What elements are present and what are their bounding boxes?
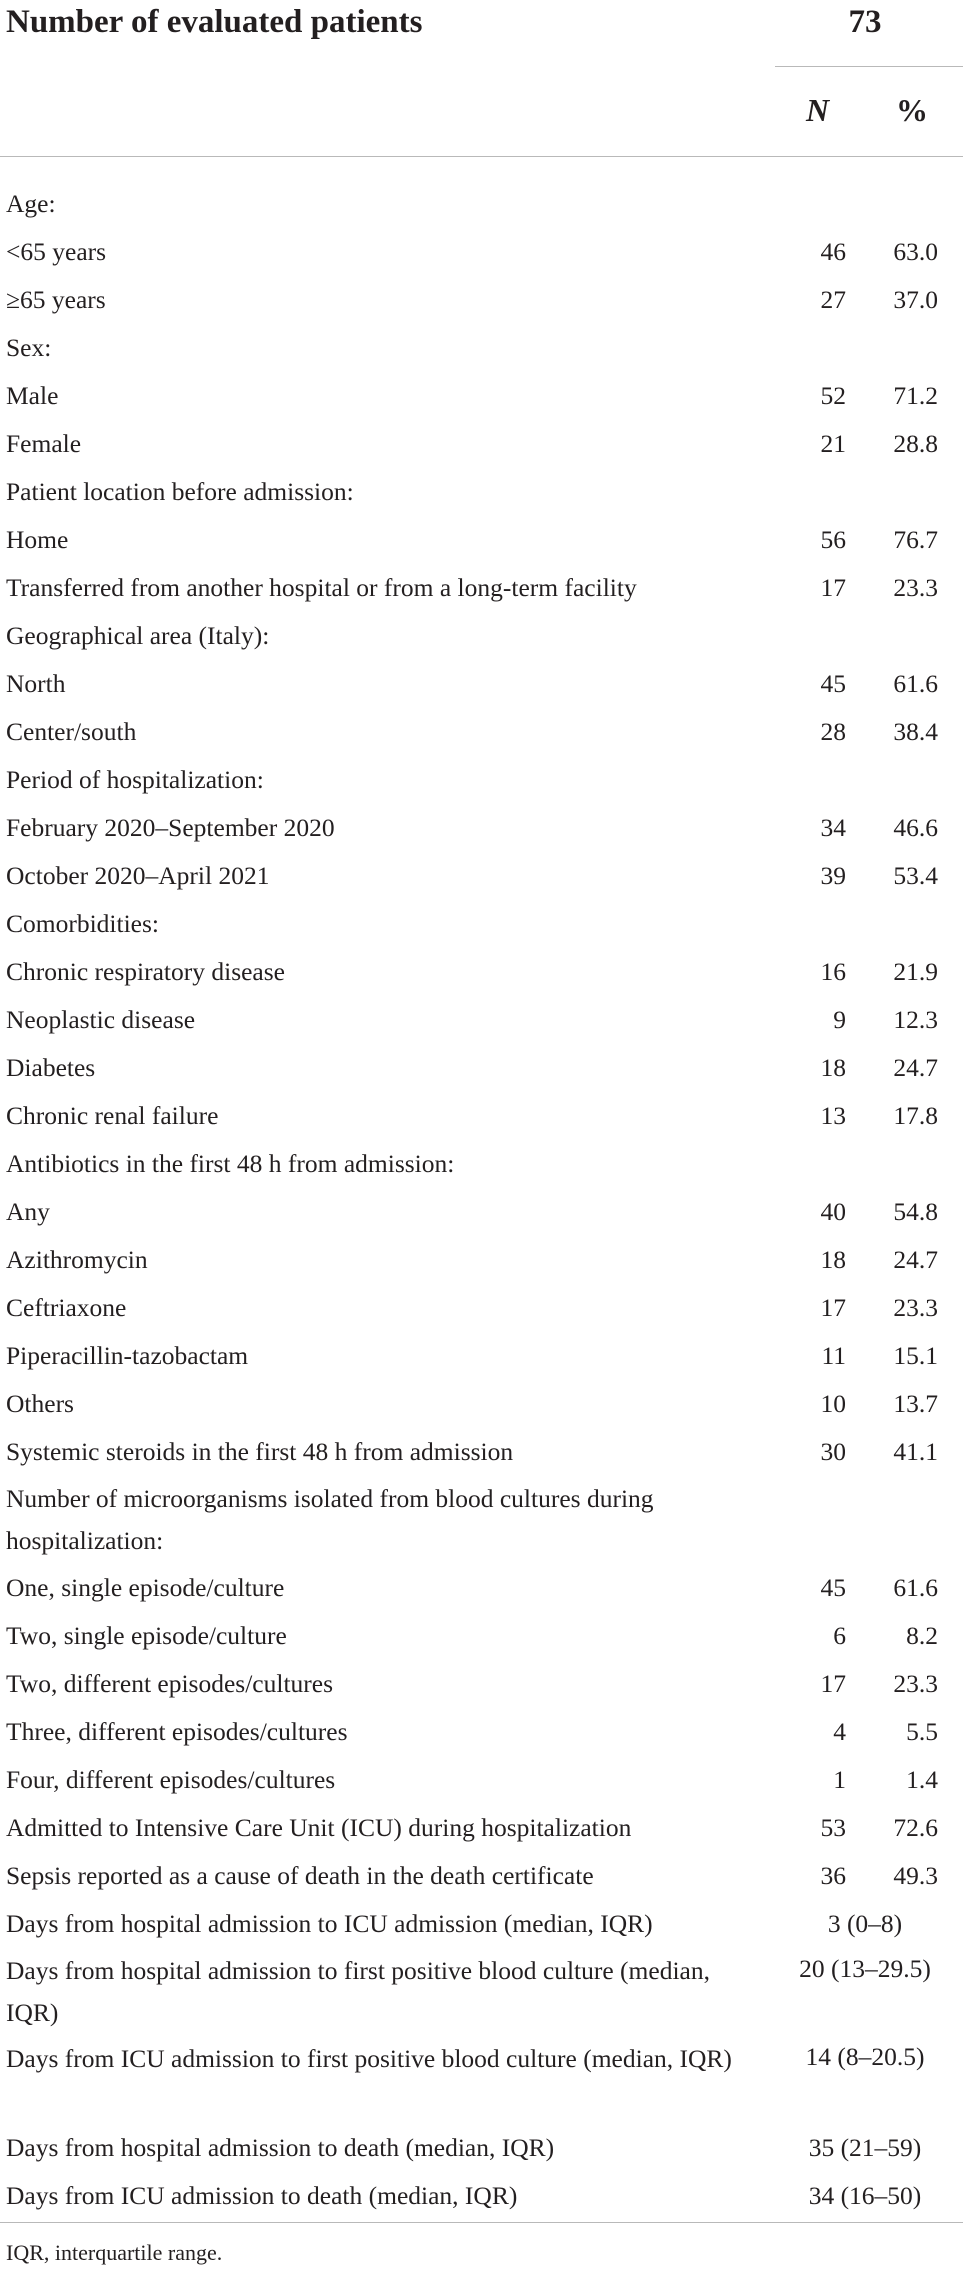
table-row xyxy=(0,1804,968,1852)
table-row xyxy=(0,1284,968,1332)
row-count: 18 xyxy=(820,1053,846,1082)
table-row xyxy=(0,420,968,468)
column-header-percent: % xyxy=(896,92,928,128)
row-percent: 76.7 xyxy=(893,525,938,554)
row-percent: 37.0 xyxy=(893,285,938,314)
table-row xyxy=(0,468,968,516)
row-percent: 23.3 xyxy=(893,1293,938,1322)
table-row xyxy=(0,1476,968,1564)
table-row xyxy=(0,1612,968,1660)
row-label: Days from ICU admission to death (median, IQR) xyxy=(6,2181,518,2210)
table-row xyxy=(0,1948,968,2036)
row-label: Male xyxy=(6,381,59,410)
row-count: 52 xyxy=(820,381,846,410)
row-count: 17 xyxy=(820,1669,846,1698)
row-count: 6 xyxy=(833,1621,846,1650)
row-label: Age: xyxy=(6,189,56,218)
table-row xyxy=(0,516,968,564)
table-row xyxy=(0,1708,968,1756)
table-row xyxy=(0,1564,968,1612)
row-count: 39 xyxy=(820,861,846,890)
row-label: Period of hospitalization: xyxy=(6,765,264,794)
row-percent: 5.5 xyxy=(906,1717,938,1746)
table-row xyxy=(0,900,968,948)
row-percent: 13.7 xyxy=(893,1389,938,1418)
row-percent: 63.0 xyxy=(893,237,938,266)
row-count: 45 xyxy=(820,1573,846,1602)
row-label: Home xyxy=(6,525,69,554)
row-percent: 28.8 xyxy=(893,429,938,458)
row-count: 17 xyxy=(820,573,846,602)
total-patients: 73 xyxy=(848,4,882,40)
row-label: Days from ICU admission to first positive blood culture (median, IQR) xyxy=(6,2044,732,2073)
row-count: 53 xyxy=(820,1813,846,1842)
row-percent: 24.7 xyxy=(893,1053,938,1082)
column-header-rule xyxy=(0,156,963,157)
row-percent: 49.3 xyxy=(893,1861,938,1890)
row-label: ≥65 years xyxy=(6,285,106,314)
row-percent: 61.6 xyxy=(893,1573,938,1602)
table-row xyxy=(0,1092,968,1140)
row-count: 13 xyxy=(820,1101,846,1130)
row-label: Number of microorganisms isolated from blood cultures during hospitalization: xyxy=(6,1484,654,1555)
row-label: One, single episode/culture xyxy=(6,1573,285,1602)
table-row xyxy=(0,996,968,1044)
table-row xyxy=(0,1140,968,1188)
row-label: Geographical area (Italy): xyxy=(6,621,270,650)
row-count: 45 xyxy=(820,669,846,698)
row-percent: 1.4 xyxy=(906,1765,938,1794)
row-percent: 8.2 xyxy=(906,1621,938,1650)
row-label: Ceftriaxone xyxy=(6,1293,127,1322)
row-count: 34 xyxy=(820,813,846,842)
table-row xyxy=(0,612,968,660)
row-label: Chronic respiratory disease xyxy=(6,957,285,986)
row-median-iqr: 20 (13–29.5) xyxy=(799,1954,931,1983)
table-row xyxy=(0,708,968,756)
table-row xyxy=(0,1660,968,1708)
row-count: 4 xyxy=(833,1717,846,1746)
row-label: Diabetes xyxy=(6,1053,96,1082)
row-label: Two, single episode/culture xyxy=(6,1621,287,1650)
row-count: 9 xyxy=(833,1005,846,1034)
table-row xyxy=(0,1756,968,1804)
row-label: North xyxy=(6,669,66,698)
table-row xyxy=(0,1900,968,1948)
row-percent: 23.3 xyxy=(893,1669,938,1698)
row-label: Any xyxy=(6,1197,50,1226)
table-footnote: IQR, interquartile range. xyxy=(6,2240,223,2265)
row-label: Others xyxy=(6,1389,74,1418)
table-row xyxy=(0,1188,968,1236)
row-label: Sex: xyxy=(6,333,52,362)
column-header-n: N xyxy=(806,92,830,128)
table-row xyxy=(0,1428,968,1476)
table-row xyxy=(0,2036,968,2124)
row-label: <65 years xyxy=(6,237,107,266)
row-count: 30 xyxy=(820,1437,846,1466)
table-row xyxy=(0,180,968,228)
table-row xyxy=(0,804,968,852)
row-median-iqr: 14 (8–20.5) xyxy=(805,2042,925,2071)
table-row xyxy=(0,660,968,708)
header-rule xyxy=(775,66,963,67)
row-count: 1 xyxy=(833,1765,846,1794)
row-count: 10 xyxy=(820,1389,846,1418)
table-row xyxy=(0,1236,968,1284)
row-label: Antibiotics in the first 48 h from admission: xyxy=(6,1149,455,1178)
row-label: Systemic steroids in the first 48 h from admission xyxy=(6,1437,514,1466)
row-percent: 12.3 xyxy=(893,1005,938,1034)
row-label: October 2020–April 2021 xyxy=(6,861,270,890)
row-label: Days from hospital admission to death (median, IQR) xyxy=(6,2133,555,2162)
row-percent: 54.8 xyxy=(893,1197,938,1226)
row-count: 17 xyxy=(820,1293,846,1322)
table-row xyxy=(0,228,968,276)
row-label: Admitted to Intensive Care Unit (ICU) during hospitalization xyxy=(6,1813,632,1842)
row-count: 21 xyxy=(820,429,846,458)
row-percent: 72.6 xyxy=(893,1813,938,1842)
row-percent: 24.7 xyxy=(893,1245,938,1274)
row-percent: 23.3 xyxy=(893,573,938,602)
row-count: 36 xyxy=(820,1861,846,1890)
row-median-iqr: 34 (16–50) xyxy=(808,2181,922,2210)
table-row xyxy=(0,1044,968,1092)
row-label: Neoplastic disease xyxy=(6,1005,196,1034)
row-count: 46 xyxy=(820,237,846,266)
table-title: Number of evaluated patients xyxy=(6,4,423,40)
row-label: Azithromycin xyxy=(6,1245,148,1274)
table-bottom-rule xyxy=(0,2222,963,2223)
table-row xyxy=(0,1332,968,1380)
row-label: Sepsis reported as a cause of death in the death certificate xyxy=(6,1861,594,1890)
table-row xyxy=(0,276,968,324)
row-percent: 46.6 xyxy=(893,813,938,842)
table-row xyxy=(0,756,968,804)
row-label: Patient location before admission: xyxy=(6,477,354,506)
row-label: February 2020–September 2020 xyxy=(6,813,335,842)
table-row xyxy=(0,2172,968,2220)
row-count: 27 xyxy=(820,285,846,314)
table-row xyxy=(0,852,968,900)
row-count: 56 xyxy=(820,525,846,554)
row-count: 40 xyxy=(820,1197,846,1226)
row-label: Female xyxy=(6,429,82,458)
row-label: Transferred from another hospital or from a long-term facility xyxy=(6,573,637,602)
table-row xyxy=(0,564,968,612)
row-label: Days from hospital admission to first positive blood culture (median, IQR) xyxy=(6,1956,710,2027)
row-percent: 17.8 xyxy=(893,1101,938,1130)
row-label: Center/south xyxy=(6,717,137,746)
row-label: Three, different episodes/cultures xyxy=(6,1717,348,1746)
row-percent: 41.1 xyxy=(893,1437,938,1466)
row-median-iqr: 35 (21–59) xyxy=(808,2133,922,2162)
row-percent: 38.4 xyxy=(893,717,938,746)
table-row xyxy=(0,324,968,372)
row-label: Two, different episodes/cultures xyxy=(6,1669,334,1698)
table-row xyxy=(0,1852,968,1900)
table-row xyxy=(0,948,968,996)
row-label: Four, different episodes/cultures xyxy=(6,1765,336,1794)
table-row xyxy=(0,372,968,420)
row-percent: 21.9 xyxy=(893,957,938,986)
row-percent: 15.1 xyxy=(893,1341,938,1370)
row-label: Days from hospital admission to ICU admission (median, IQR) xyxy=(6,1909,653,1938)
row-label: Piperacillin-tazobactam xyxy=(6,1341,249,1370)
row-count: 28 xyxy=(820,717,846,746)
row-percent: 53.4 xyxy=(893,861,938,890)
row-label: Chronic renal failure xyxy=(6,1101,219,1130)
row-percent: 71.2 xyxy=(893,381,938,410)
row-median-iqr: 3 (0–8) xyxy=(827,1909,903,1938)
row-label: Comorbidities: xyxy=(6,909,159,938)
table-header xyxy=(0,0,968,60)
row-count: 11 xyxy=(821,1341,846,1370)
row-percent: 61.6 xyxy=(893,669,938,698)
row-count: 16 xyxy=(820,957,846,986)
table-row xyxy=(0,1380,968,1428)
table-body xyxy=(0,180,968,2220)
row-count: 18 xyxy=(820,1245,846,1274)
table-row xyxy=(0,2124,968,2172)
